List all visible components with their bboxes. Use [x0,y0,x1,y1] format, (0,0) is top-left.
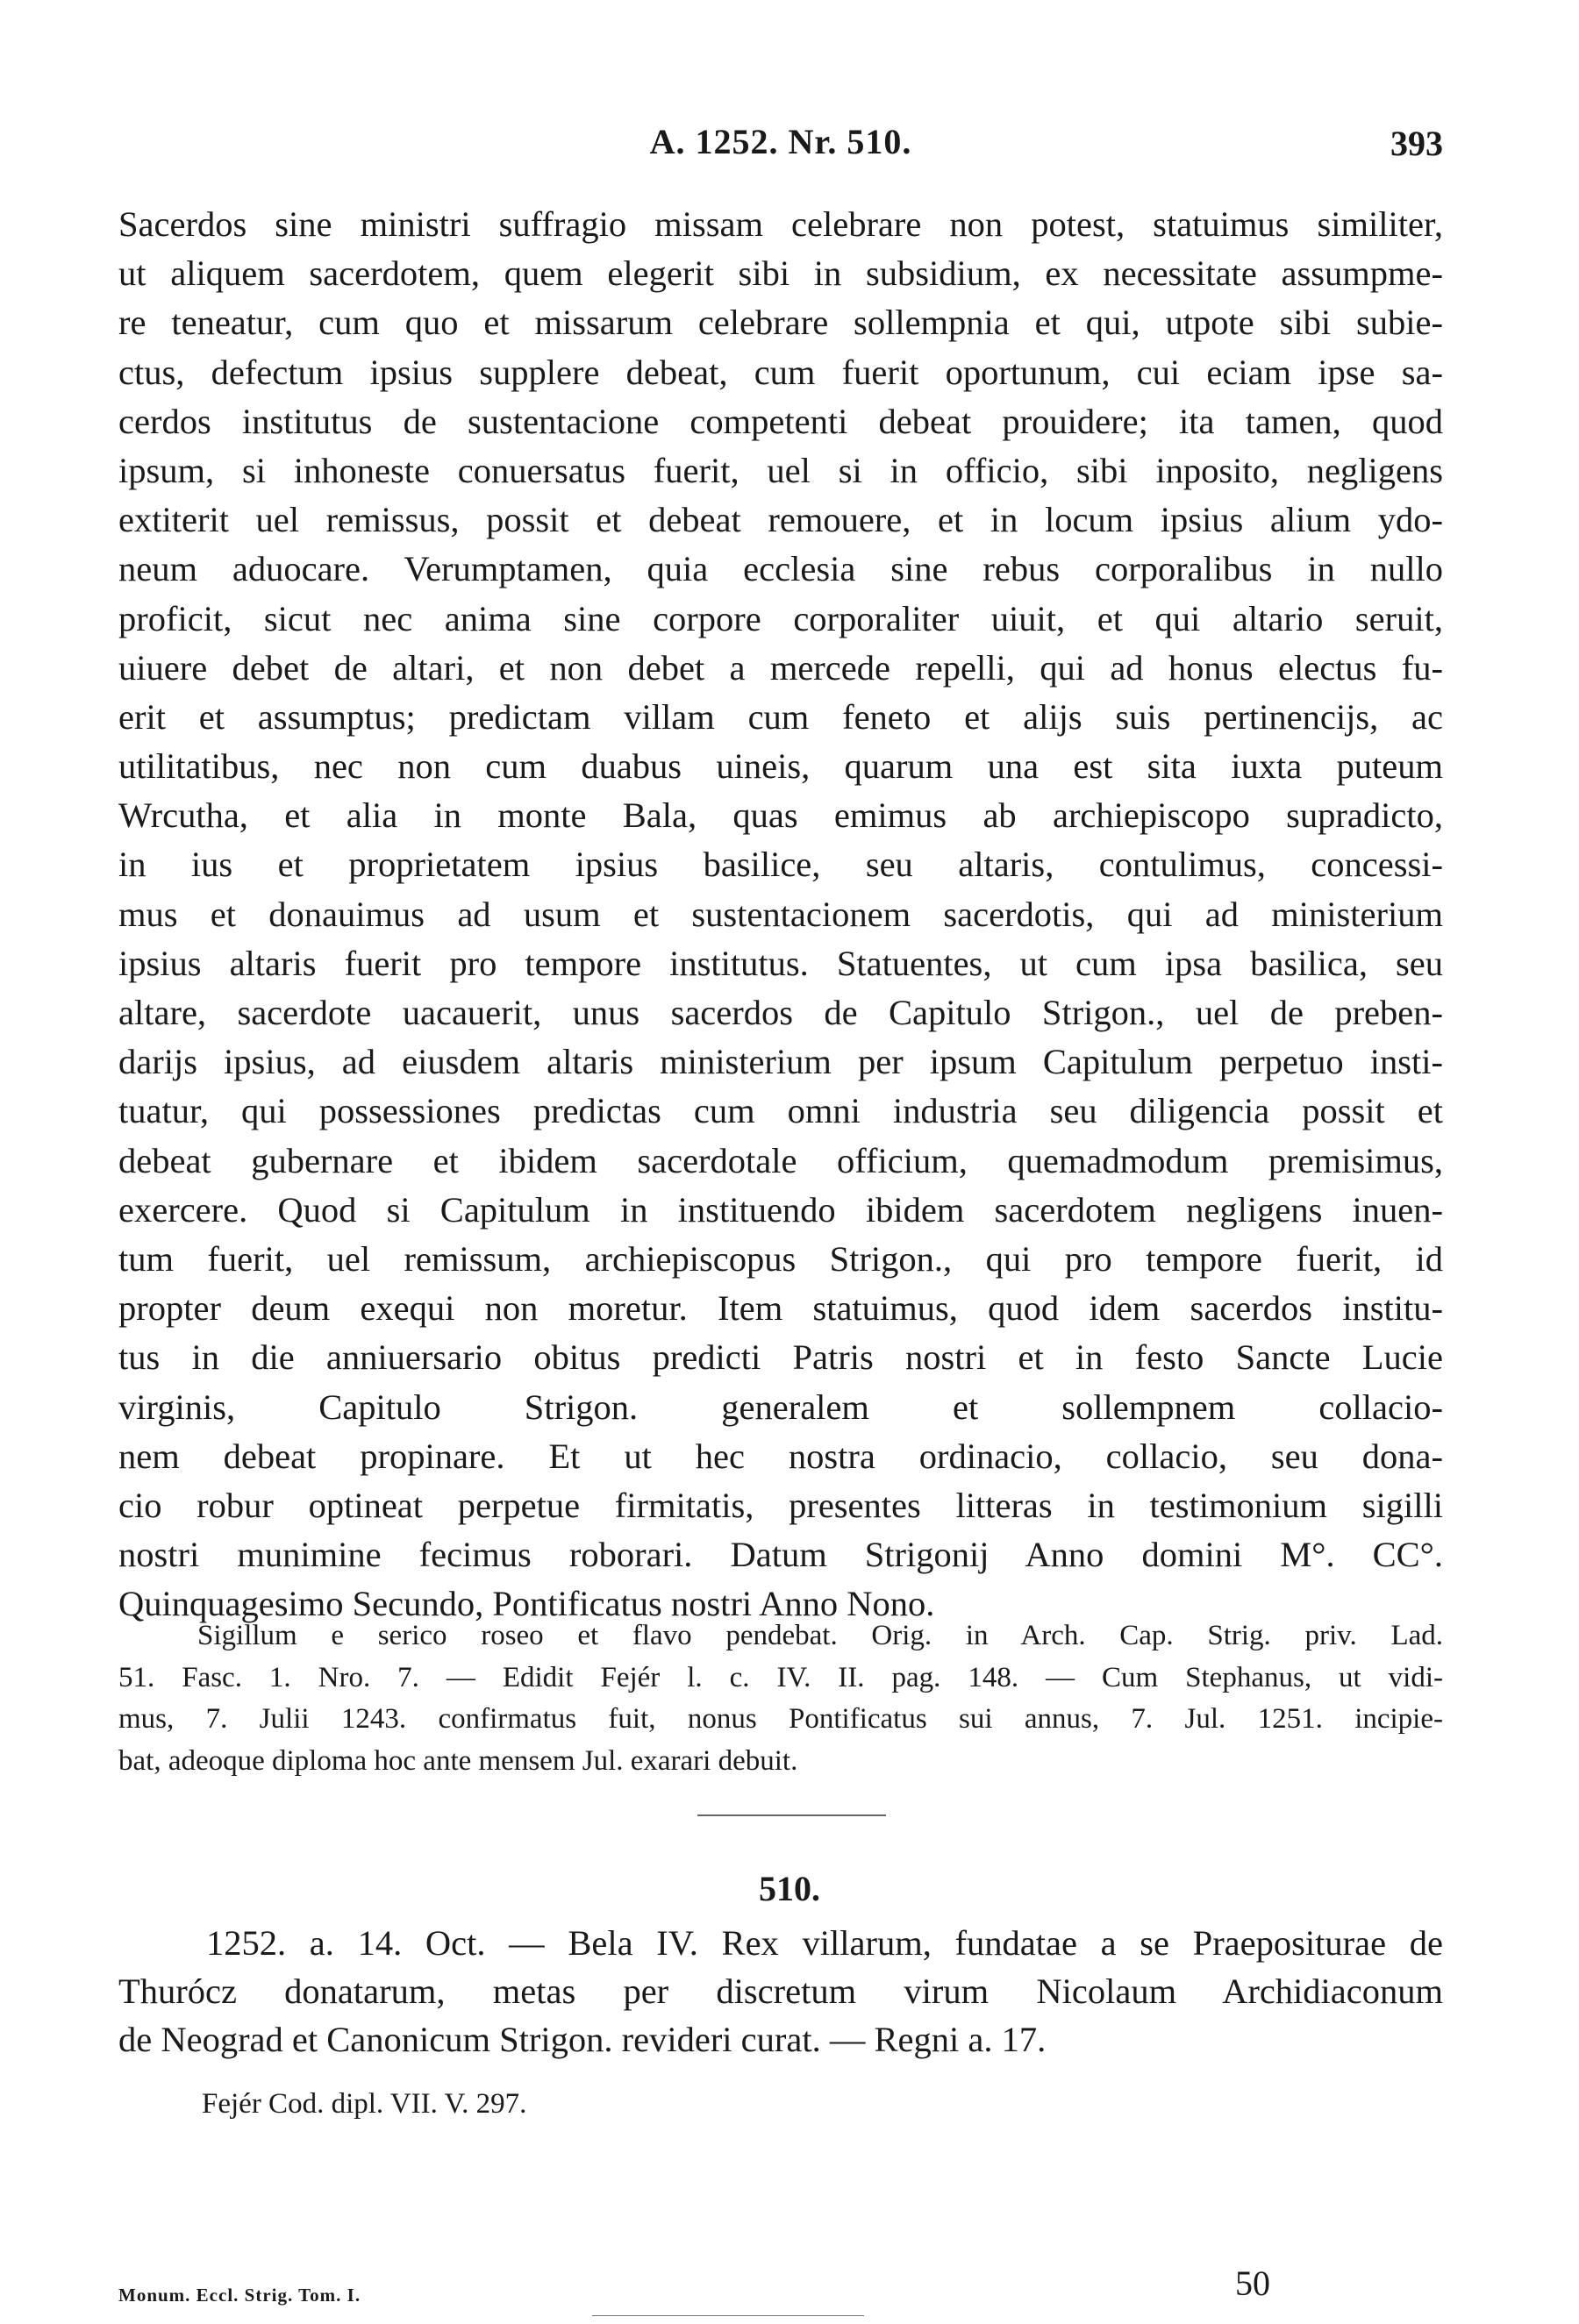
text-line: nem debeat propinare. Et ut hec nostra ordinacio, collacio, seu dona- [118,1436,1443,1476]
text-line: tuatur, qui possessiones predictas cum omni industria seu diligencia possit et [118,1091,1443,1131]
summary-line: de Neograd et Canonicum Strigon. revideri curat. — Regni a. 17. [118,2020,1047,2059]
text-line: virginis, Capitulo Strigon. generalem et sollempnem collacio- [118,1387,1443,1427]
text-line: uiuere debet de altari, et non debet a mercede repelli, qui ad honus electus fu- [118,647,1443,688]
text-line: darijs ipsius, ad eiusdem altaris ministerium per ipsum Capitulum perpetuo insti- [118,1042,1443,1082]
note-line: Sigillum e serico roseo et flavo pendebat. Orig. in Arch. Cap. Strig. priv. Lad. [197,1620,1443,1651]
text-line: tus in die anniuersario obitus predicti Patris nostri et in festo Sancte Lucie [118,1337,1443,1378]
editorial-note [118,1615,1443,1782]
summary-line: 1252. a. 14. Oct. — Bela IV. Rex villarum, fundatae a se Praepositurae de [206,1923,1443,1963]
note-line: bat, adeoque diploma hoc ante mensem Jul. exarari debuit. [118,1744,798,1777]
source-reference: Fejér Cod. dipl. VII. V. 297. [202,2088,527,2120]
text-line: exercere. Quod si Capitulum in instituendo ibidem sacerdotem negligens inuen- [118,1189,1443,1230]
text-line: ut aliquem sacerdotem, quem elegerit sibi in subsidium, ex necessitate assumpme- [118,253,1443,294]
text-line: cio robur optineat perpetue firmitatis, presentes litteras in testimonium sigilli [118,1485,1443,1525]
running-head-title: A. 1252. Nr. 510. [649,122,912,161]
document-number: 510. [759,1869,820,1908]
note-line: mus, 7. Julii 1243. confirmatus fuit, nonus Pontificatus sui annus, 7. Jul. 1251. incipie- [118,1703,1443,1735]
text-line: proficit, sicut nec anima sine corpore corporaliter uiuit, et qui altario seruit, [118,598,1443,638]
sheet-number: 50 [1235,2263,1270,2303]
text-line: in ius et proprietatem ipsius basilice, seu altaris, contulimus, concessi- [118,845,1443,885]
printer-signature: Monum. Eccl. Strig. Tom. I. [118,2285,361,2306]
text-line: debeat gubernare et ibidem sacerdotale officium, quemadmodum premisimus, [118,1140,1443,1180]
text-line: Sacerdos sine ministri suffragio missam celebrare non potest, statuimus similiter, [118,204,1443,244]
text-line: Quinquagesimo Secundo, Pontificatus nostri Anno Nono. [118,1584,935,1624]
section-divider [697,1814,886,1816]
charter-text [118,200,1443,1629]
text-line: mus et donauimus ad usum et sustentacionem sacerdotis, qui ad ministerium [118,894,1443,934]
document-summary [118,1919,1443,2064]
note-line: 51. Fasc. 1. Nro. 7. — Edidit Fejér l. c. IV. II. pag. 148. — Cum Stephanus, ut vidi- [118,1661,1443,1693]
text-line: altare, sacerdote uacauerit, unus sacerdos de Capitulo Strigon., uel de preben- [118,993,1443,1032]
text-line: extiterit uel remissus, possit et debeat remouere, et in locum ipsius alium ydo- [118,500,1443,540]
text-line: cerdos institutus de sustentacione competenti debeat prouidere; ita tamen, quod [118,401,1443,441]
text-line: Wrcutha, et alia in monte Bala, quas emimus ab archiepiscopo supradicto, [118,795,1443,836]
page-number: 393 [1390,124,1443,163]
text-line: re teneatur, cum quo et missarum celebrare sollempnia et qui, utpote sibi subie- [118,303,1443,343]
text-line: ipsum, si inhoneste conuersatus fuerit, uel si in officio, sibi inposito, negligens [118,450,1443,490]
text-line: tum fuerit, uel remissum, archiepiscopus Strigon., qui pro tempore fuerit, id [118,1238,1443,1279]
text-line: nostri munimine fecimus roborari. Datum Strigonij Anno domini M°. CC°. [118,1535,1443,1575]
running-head [118,121,1443,174]
summary-line: Thurócz donatarum, metas per discretum virum Nicolaum Archidiaconum [118,1971,1443,2011]
footer-rule [592,2315,864,2316]
text-line: propter deum exequi non moretur. Item statuimus, quod idem sacerdos institu- [118,1288,1443,1329]
text-line: erit et assumptus; predictam villam cum feneto et alijs suis pertinencijs, ac [118,696,1443,737]
text-line: ctus, defectum ipsius supplere debeat, cum fuerit oportunum, cui eciam ipse sa- [118,352,1443,392]
text-line: utilitatibus, nec non cum duabus uineis, quarum una est sita iuxta puteum [118,746,1443,787]
text-line: neum aduocare. Verumptamen, quia ecclesia sine rebus corporalibus in nullo [118,549,1443,589]
text-line: ipsius altaris fuerit pro tempore institutus. Statuentes, ut cum ipsa basilica, seu [118,943,1443,983]
